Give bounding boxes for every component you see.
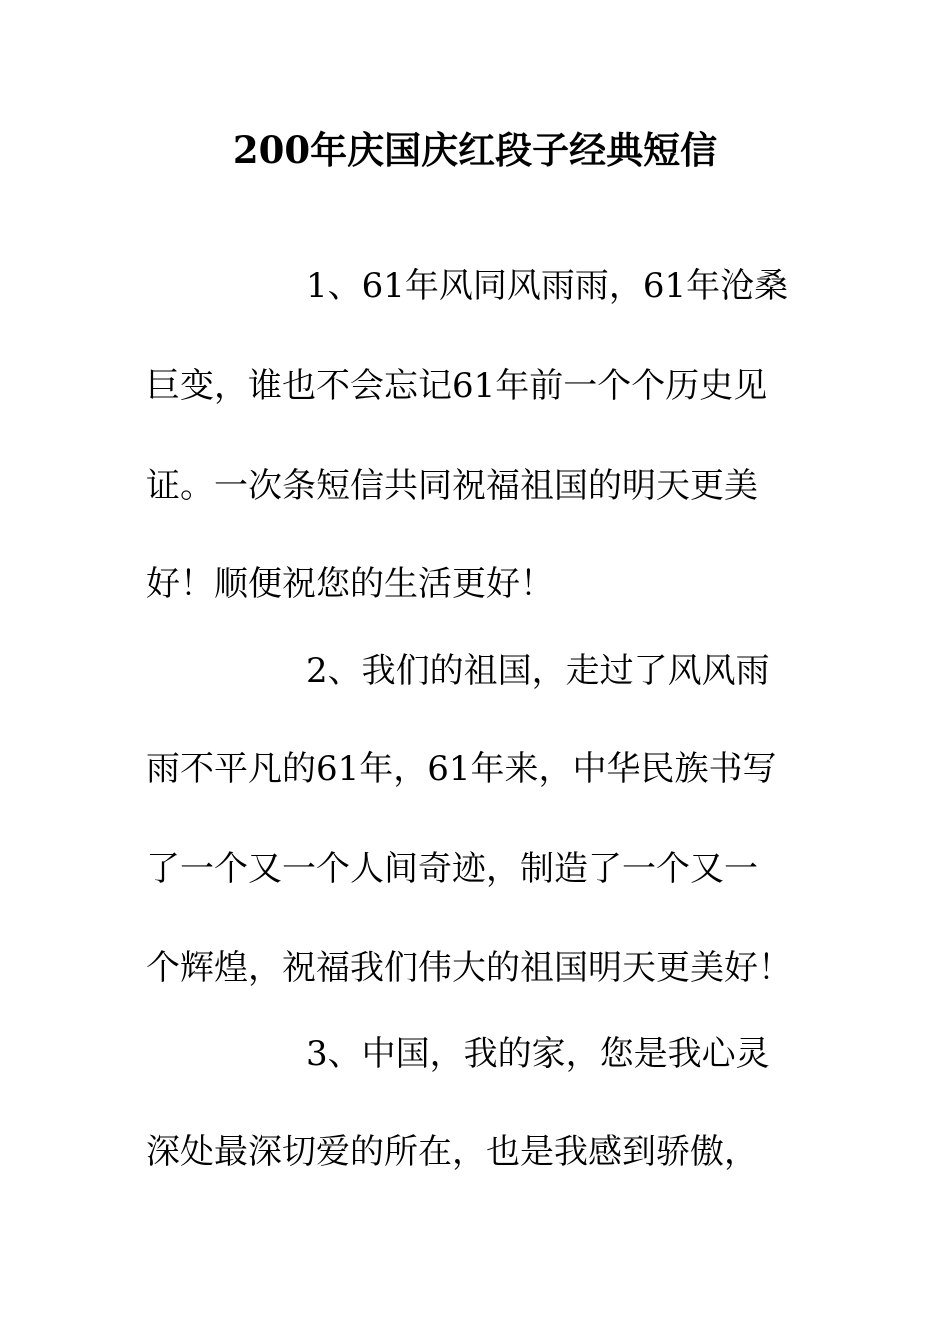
paragraph-line: 雨不平凡的61年，61年来，中华民族书写	[146, 749, 777, 789]
paragraph-line: 了一个又一个人间奇迹，制造了一个又一	[146, 849, 758, 889]
paragraph-line: 证。一次条短信共同祝福祖国的明天更美	[146, 466, 758, 506]
document-title: 200年庆国庆红段子经典短信	[232, 128, 718, 172]
paragraph-line: 好！顺便祝您的生活更好！	[146, 564, 554, 604]
paragraph-line: 个辉煌，祝福我们伟大的祖国明天更美好！	[146, 948, 792, 988]
paragraph-line: 深处最深切爱的所在，也是我感到骄傲，	[146, 1132, 758, 1172]
paragraph-line: 1、61年风同风雨雨，61年沧桑	[306, 266, 789, 306]
paragraph-line: 巨变，谁也不会忘记61年前一个个历史见	[146, 366, 768, 406]
paragraph-line: 3、中国，我的家，您是我心灵	[306, 1034, 770, 1074]
paragraph-line: 2、我们的祖国，走过了风风雨	[306, 651, 770, 691]
